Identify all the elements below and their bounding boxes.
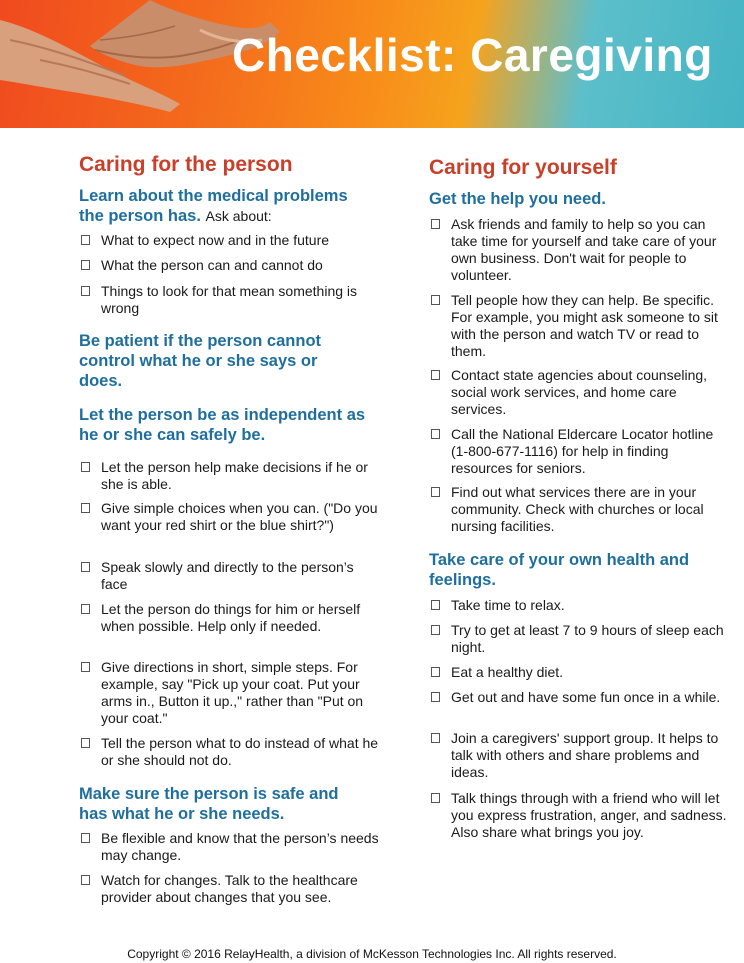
checkbox-icon[interactable]: [81, 260, 90, 270]
list-item: Be flexible and know that the person’s needs may change.: [79, 830, 381, 864]
section-heading-caring-for-yourself: Caring for yourself: [429, 156, 617, 179]
checkbox-icon[interactable]: [431, 733, 440, 743]
list-item: Call the National Eldercare Locator hotline (1-800-677-1116) for help in finding resources for seniors.: [429, 426, 731, 477]
list-item: Join a caregivers' support group. It helps to talk with others and share problems and ideas.: [429, 730, 731, 781]
section-heading-caring-for-person: Caring for the person: [79, 153, 293, 176]
subheading-safe: Make sure the person is safe and has what he or she needs.: [79, 785, 339, 823]
list-item: Watch for changes. Talk to the healthcare provider about changes that you see.: [79, 872, 381, 906]
copyright-footer: Copyright © 2016 RelayHealth, a division of McKesson Technologies Inc. All rights reserved.: [127, 947, 617, 961]
list-item: Let the person help make decisions if he or she is able.: [79, 459, 381, 493]
list-item: Talk things through with a friend who will let you express frustration, anger, and sadness. Also share what brings you joy.: [429, 790, 731, 841]
checkbox-icon[interactable]: [81, 503, 90, 513]
subheading-be-patient: Be patient if the person cannot control what he or she says or does.: [79, 332, 322, 390]
subheading-own-health: Take care of your own health and feelings.: [429, 551, 690, 589]
list-item: Ask friends and family to help so you can take time for yourself and take care of your own business. Don't wait for people to volunteer.: [429, 216, 731, 284]
list-item: Take time to relax.: [429, 597, 731, 614]
subheading-get-help: Get the help you need.: [429, 190, 606, 208]
checkbox-icon[interactable]: [81, 875, 90, 885]
checkbox-icon[interactable]: [81, 738, 90, 748]
checkbox-icon[interactable]: [81, 604, 90, 614]
checkbox-icon[interactable]: [431, 667, 440, 677]
checkbox-icon[interactable]: [81, 286, 90, 296]
checkbox-icon[interactable]: [81, 662, 90, 672]
subheading-medical-problems-bold: Learn about the medical problems the person has.: [79, 187, 348, 225]
checkbox-icon[interactable]: [431, 692, 440, 702]
checkbox-icon[interactable]: [81, 462, 90, 472]
checkbox-icon[interactable]: [431, 295, 440, 305]
list-item: Let the person do things for him or herself when possible. Help only if needed.: [79, 601, 381, 635]
list-item: Try to get at least 7 to 9 hours of sleep each night.: [429, 622, 731, 656]
list-item: Speak slowly and directly to the person’s face: [79, 559, 381, 593]
checkbox-icon[interactable]: [431, 370, 440, 380]
checkbox-icon[interactable]: [431, 429, 440, 439]
list-item: Get out and have some fun once in a while.: [429, 689, 731, 706]
checkbox-icon[interactable]: [431, 219, 440, 229]
list-item: What the person can and cannot do: [79, 257, 381, 274]
checkbox-icon[interactable]: [81, 235, 90, 245]
subheading-independent: Let the person be as independent as he or she can safely be.: [79, 406, 366, 444]
checkbox-icon[interactable]: [431, 487, 440, 497]
list-item: Tell the person what to do instead of what he or she should not do.: [79, 735, 381, 769]
list-item: Eat a healthy diet.: [429, 664, 731, 681]
list-item: Find out what services there are in your community. Check with churches or local nursing facilities.: [429, 484, 731, 535]
checkbox-icon[interactable]: [81, 833, 90, 843]
list-item: Tell people how they can help. Be specific. For example, you might ask someone to sit with the person and watch TV or read to them.: [429, 292, 731, 360]
header-banner: [0, 0, 744, 128]
list-item: Give directions in short, simple steps. For example, say "Pick up your coat. Put your arms in., Button it up.," rather than "Put on your coat.": [79, 659, 381, 727]
subheading-ask-about: Ask about:: [205, 208, 272, 224]
list-item: Give simple choices when you can. ("Do you want your red shirt or the blue shirt?"): [79, 500, 381, 534]
checkbox-icon[interactable]: [431, 600, 440, 610]
list-item: Things to look for that mean something is wrong: [79, 283, 381, 317]
list-item: What to expect now and in the future: [79, 232, 381, 249]
page-title: Checklist: Caregiving: [232, 29, 713, 81]
checkbox-icon[interactable]: [431, 793, 440, 803]
subheading-medical-problems: [79, 186, 369, 226]
list-item: Contact state agencies about counseling, social work services, and home care services.: [429, 367, 731, 418]
checkbox-icon[interactable]: [81, 562, 90, 572]
checkbox-icon[interactable]: [431, 625, 440, 635]
